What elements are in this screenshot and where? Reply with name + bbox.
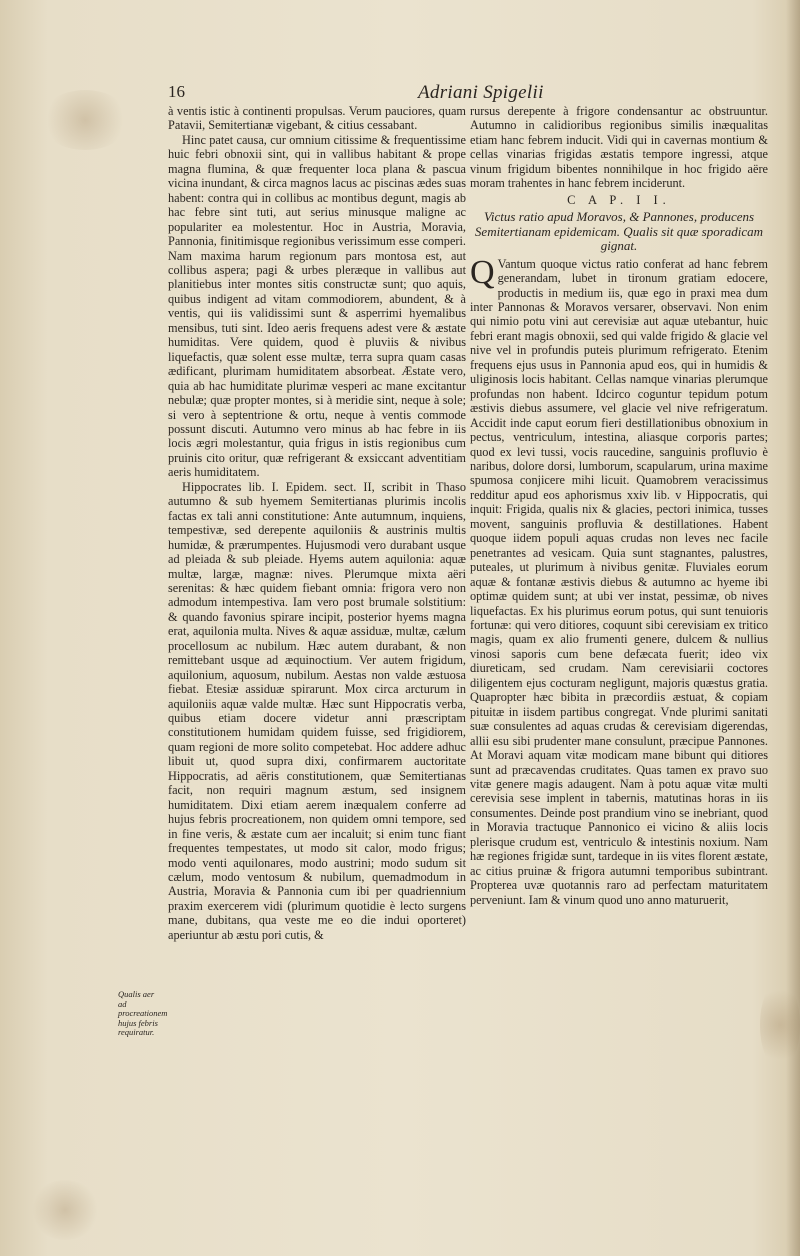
paragraph: Hinc patet causa, cur omnium citissime & frequentissime huic febri obnoxii sint, qui in vallibus habitant & prope magna flumina, & quæ frequenter loca plana & pascua vicina inundant, & circa magnos lacus ac piscinas ædes suas habent: contra qui in collibus ac montibus degunt, magis ab hac febre sint tuti, aut serius minusque maligne ac populariter ea molestentur. Hoc in Austria, Moravia, Pannonia, finitimisque regionibus verissimum esse comperi. Nam maxima harum regionum pars montosa est, aut collibus aspera; pagi & urbes pleræque in vallibus aut planitiebus inter montes sitis constructæ sunt; quo aquis, quibus indigent ad vitam commodiorem, abundent, & à ventis, qui iis validissimi sunt & asperrimi hyemalibus mensibus, tuti sint. Ideo aeris frequens adest vere & æstate humiditas. Vere quidem, quod è pluviis & nivibus liquefactis, quæ solent esse multæ, terra supra quam casas ædificant, plurimam humiditatem absorbeat. Æstate vero, quia ab hac humiditate plurimæ vesperi ac mane excitantur nebulæ; quæ propter montes, si à meridie sint, neque à sole; si vero à septentrione & ortu, neque à ventis commode possunt discuti. Autumno vero minus ab hac febre in iis locis ægri molestantur, quia frigus in istis regionibus cum pruinis cito oritur, quæ refrigerant & exsiccant adventitiam aeris humiditatem.	[168, 132, 466, 480]
chapter-body	[470, 253, 768, 907]
paragraph: rursus derepente à frigore condensantur ac obstruuntur. Autumno in calidioribus regionibus similis inæqualitas etiam hanc febrem inducit. Vidi qui in cavernas montium & cellas vinarias frigidas æstatis tempore ingressi, atque vinum frigidum bibentes nonnihilque in hoc frigido aëre moram trahentes in hanc febrem inciderunt.	[470, 104, 768, 191]
chapter-body-text: Vantum quoque victus ratio conferat ad hanc febrem generandam, lubet in tironum gratiam edocere, productis in medium iis, quæ ego in praxi mea dum inter Pannonas & Moravos versarer, observavi. Non enim qui nimio potu vini aut cerevisiæ aut aquæ utebantur, huic febri erant magis obnoxii, sed qui valde frigido & glacie vel nive vel in profundis puteis plurimum refrigerato. Etenim frequens ejus usus in Pannonia apud eos, qui in humidis & uliginosis locis habitant. Cellas namque vinarias plerumque profundas non habent. Idcirco coguntur tepidum potum æstivis diebus assumere, vel glacie vel nive refrigeratum. Accidit inde caput eorum fieri destillationibus obnoxium in pectus, ventriculum, intestina, aliasque corporis partes; quod ex levi tussi, vocis raucedine, sanguinis profluvio è naribus, dolore dorsi, lumborum, scapularum, urina maxime spumosa conjicere mihi licuit. Quamobrem veracissimus redditur apud eos aphorismus xxiv lib. v Hippocratis, qui inquit: Frigida, qualis nix & glacies, pectori inimica, tusses movent, sanguinis profluvia & destillationes. Habent quoque iidem populi aquas crudas non leves nec facile penetrantes ad vesicam. Quia sunt stagnantes, palustres, puteales, ut plurimum à nivibus genitæ. Fluviales eorum aquæ & fontanæ æstivis diebus & autumno ac hyeme ibi optimæ quidem sunt; at ubi ver instat, pessimæ, ob nives liquefactas. Ex his plurimus eorum potus, qui sunt tenuioris fortunæ: qui vero ditiores, coquunt sibi cerevisiam ex tritico magis, quam ex alio frumenti genere, dulcem & nullius vinosi saporis cum bene defæcata fuerit; ideo vix diureticam, sed crudam. Nam cerevisiarii coctores diligentem ejus cocturam negligunt, majoris quæstus gratia. Quapropter hæc bibita in præcordiis æstuat, & copiam pituitæ in iisdem partibus congregat. Vnde plurimi sanitati suæ consulentes ad aquas crudas & cerevisiam digerendas, allii esu sibi prudenter mane consulunt, præcipue Pannones. At Moravi aquam vitæ modicam mane bibunt qui ditiores sunt ad præcavendas cruditates. Quas tamen ex pravo suo vitæ genere magis adaugent. Nam à potu aquæ vitæ multi cerevisia sese implent in tabernis, matutinas horas in iis consumentes. Deinde post prandium vino se inebriant, quod in Moravia tractuque Pannonico ei vicino & aliis locis plerisque crudum est, ventriculo & intestinis noxium. Nam hæ regiones frigidæ sunt, tardeque in iis vites florent æstate, ac citius pruinæ & frigora autumni temporibus subintrant. Propterea uvæ quotannis raro ad perfectam maturitatem perveniunt. Iam & vinum quod uno anno maturuerit,	[470, 256, 768, 907]
chapter-label: C A P. I I.	[567, 192, 671, 207]
page-number: 16	[168, 82, 185, 101]
chapter-title: Victus ratio apud Moravos, & Pannones, producens Semitertianam epidemicam. Qualis sit quæ sporadicam gignat.	[474, 209, 764, 254]
paper-stain	[30, 1180, 100, 1240]
paragraph: Hippocrates lib. I. Epidem. sect. II, scribit in Thaso autumno & sub hyemem Semitertianas plurimis incolis factas ex tali anni constitutione: Ante autumnum, inquiens, tempestivæ, sed derepente aquiloniis & austrinis multis humidæ, & prærumpentes. Hujusmodi vero durabant usque ad pleiada & sub pleiade. Hyems autem aquilonia: aquæ multæ, largæ, magnæ: nives. Plerumque mixta aëri serenitas: & hæc quidem fiebant omnia: frigora vero non admodum intempestiva. Iam vero post brumale solstitium: & quando favonius spirare incipit, posterior hyems magna erat, aquilonia multa. Nives & aquæ assiduæ, multæ, cælum procellosum ac nubilum. Hæc autem durabant, & non remittebant usque ad æquinoctium. Ver autem frigidum, aquilonium, aquosum, nubilum. Aestas non valde æstuosa fiebat. Etesiæ assiduæ spirarunt. Mox circa arcturum in aquiloniis aquæ valde multæ. Hæc sunt Hippocratis verba, quibus etiam docere videtur anni præscriptam constitutionem humidam quidem fuisse, sed frigidiorem, quam regioni de more solito competebat. Hoc addere adhuc libuit ut, quod supra dixi, confirmarem auctoritate Hippocratis, ad aëris constitutionem, quæ Semitertianas facit, non requiri magnum æstum, sed insignem humiditatem. Dixi etiam aerem inæqualem conferre ad hujus febris procreationem, non quidem omni tempore, sed in fine veris, & æstate cum aer incaluit; si enim tunc fiant frequentes tempestates, ut modo sit calor, modo frigus; modo venti aquilonares, modo austrini; modo sudum sit cælum, modo ventosum & nubilum, quemadmodum in Austria, Moravia & Pannonia cum ibi per quadriennium praxim exercerem vidi (plurimum quotidie è lecto surgens mane, dubitans, qua veste me eo die indui oporteret) aperiuntur ab æstu pori cutis, &	[168, 479, 466, 942]
paragraph: à ventis istic à continenti propulsas. Verum pauciores, quam Patavii, Semitertianæ vigebant, & citius cessabant.	[168, 104, 466, 133]
running-title: Adriani Spigelii	[418, 82, 544, 103]
right-column	[470, 104, 768, 907]
page-header	[168, 82, 768, 104]
margin-note: Qualis aer ad procreationem hujus febris requiratur.	[118, 989, 168, 1037]
drop-capital: Q	[470, 253, 495, 291]
left-column	[168, 104, 466, 942]
spine-shadow	[786, 0, 800, 1256]
paper-stain	[40, 90, 130, 150]
